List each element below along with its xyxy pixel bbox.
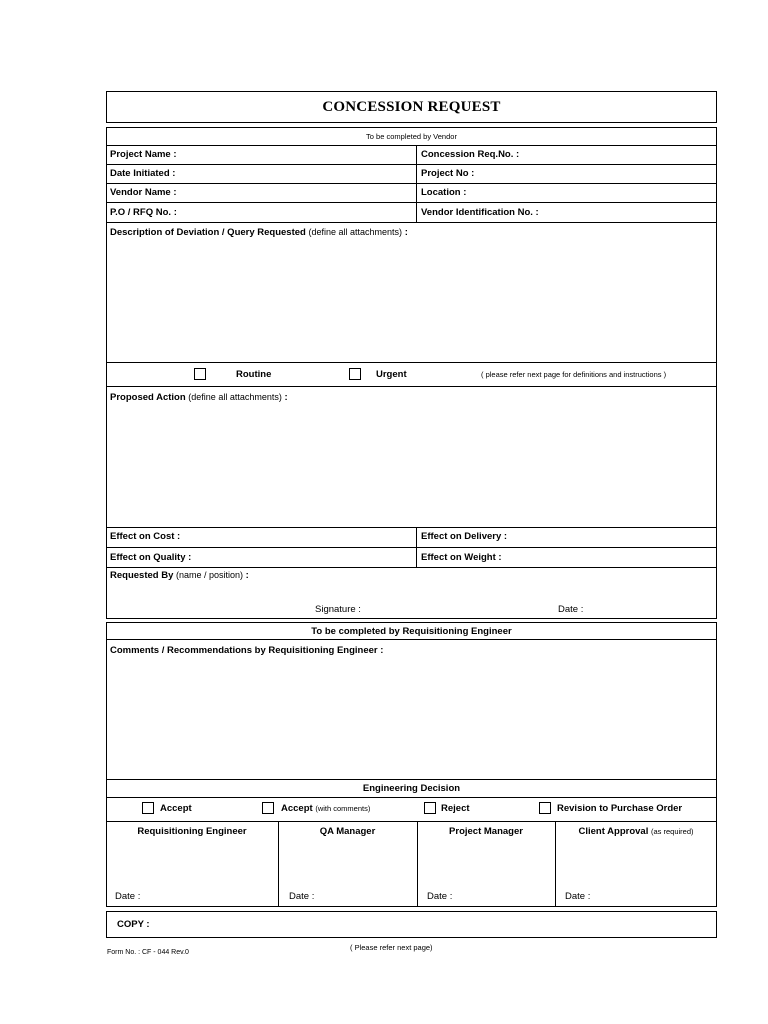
project-manager-date[interactable]: Date : (427, 891, 453, 902)
effect-on-cost-field[interactable]: Effect on Cost : (110, 531, 181, 542)
revision-po-label: Revision to Purchase Order (557, 803, 683, 814)
priority-note: ( please refer next page for definitions and instructions ) (481, 370, 667, 379)
vendor-section-heading: To be completed by Vendor (366, 132, 457, 141)
qa-manager-date[interactable]: Date : (289, 891, 315, 902)
accept-label: Accept (160, 803, 192, 814)
urgent-label: Urgent (376, 369, 407, 380)
refer-next-page-note: ( Please refer next page) (350, 943, 433, 952)
accept-with-comments-label: Accept (with comments) (281, 803, 371, 814)
description-input-area[interactable] (107, 240, 716, 361)
requested-by-label: Requested By (name / position) : (110, 570, 249, 581)
copy-box[interactable] (106, 911, 717, 938)
project-no-field[interactable]: Project No : (421, 168, 475, 179)
client-approval-date[interactable]: Date : (565, 891, 591, 902)
vendor-identification-no-field[interactable]: Vendor Identification No. : (421, 207, 539, 218)
accept-with-comments-checkbox[interactable] (262, 802, 274, 814)
engineer-section-heading: To be completed by Requisitioning Engineer (311, 626, 512, 637)
form-number: Form No. : CF - 044 Rev.0 (107, 949, 189, 956)
form-title: CONCESSION REQUEST (322, 99, 501, 115)
concession-req-no-field[interactable]: Concession Req.No. : (421, 149, 520, 160)
requested-date-field[interactable]: Date : (558, 604, 584, 615)
requisitioning-engineer-heading: Requisitioning Engineer (137, 826, 247, 837)
comments-input-area[interactable] (107, 658, 716, 778)
po-rfq-no-field[interactable]: P.O / RFQ No. : (110, 207, 177, 218)
signature-field[interactable]: Signature : (315, 604, 361, 615)
effect-on-quality-field[interactable]: Effect on Quality : (110, 552, 192, 563)
copy-label: COPY : (117, 919, 150, 930)
client-approval-heading: Client Approval (as required) (578, 826, 694, 837)
routine-label: Routine (236, 369, 272, 380)
reject-checkbox[interactable] (424, 802, 436, 814)
effect-on-delivery-field[interactable]: Effect on Delivery : (421, 531, 508, 542)
date-initiated-field[interactable]: Date Initiated : (110, 168, 176, 179)
description-label: Description of Deviation / Query Requested (define all attachments) : (110, 227, 408, 238)
project-manager-heading: Project Manager (449, 826, 523, 837)
routine-checkbox[interactable] (194, 368, 206, 380)
accept-checkbox[interactable] (142, 802, 154, 814)
qa-manager-heading: QA Manager (319, 826, 376, 837)
location-field[interactable]: Location : (421, 187, 467, 198)
reject-label: Reject (441, 803, 470, 814)
proposed-action-input-area[interactable] (107, 405, 716, 526)
project-name-field[interactable]: Project Name : (110, 149, 177, 160)
vendor-name-field[interactable]: Vendor Name : (110, 187, 177, 198)
proposed-action-label: Proposed Action (define all attachments) : (110, 392, 288, 403)
requisitioning-engineer-date[interactable]: Date : (115, 891, 141, 902)
engineering-decision-heading: Engineering Decision (362, 783, 461, 794)
revision-po-checkbox[interactable] (539, 802, 551, 814)
urgent-checkbox[interactable] (349, 368, 361, 380)
comments-label: Comments / Recommendations by Requisitioning Engineer : (110, 645, 384, 656)
effect-on-weight-field[interactable]: Effect on Weight : (421, 552, 502, 563)
